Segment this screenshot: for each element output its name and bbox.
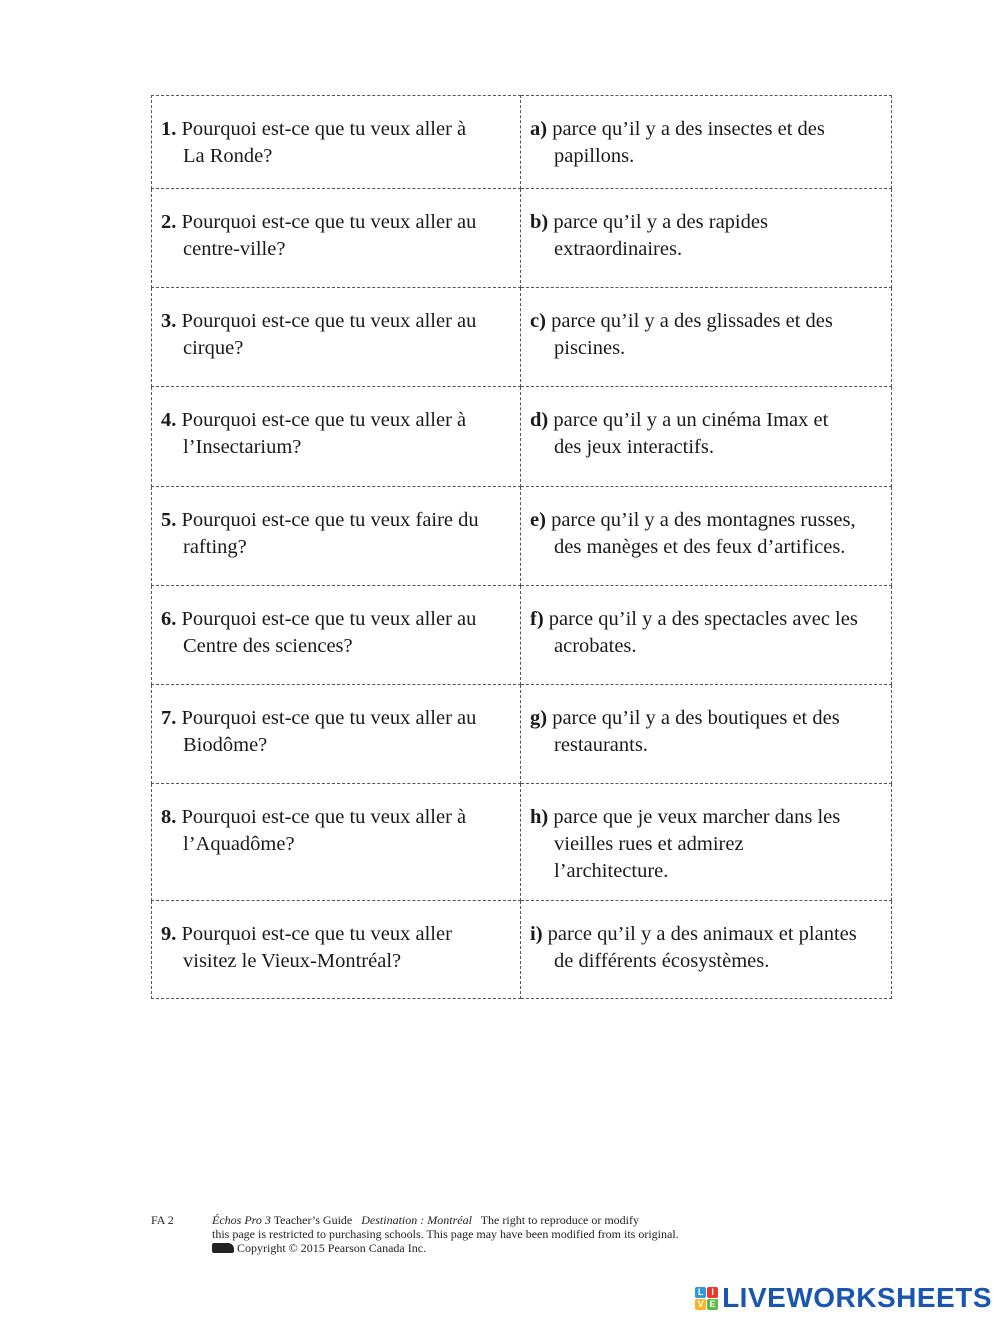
question-text-line-1: Pourquoi est-ce que tu veux aller à xyxy=(181,118,467,140)
question-cell xyxy=(152,487,521,586)
answer-text-line-1: parce que je veux marcher dans les xyxy=(553,806,841,828)
question-text-line-1: Pourquoi est-ce que tu veux aller au xyxy=(181,707,477,729)
question-cell xyxy=(152,288,521,387)
answer-text-line-2: papillons. xyxy=(554,145,635,167)
footer-rights-line-1: The right to reproduce or modify xyxy=(480,1213,640,1227)
question-number: 6. xyxy=(161,608,177,630)
table-row xyxy=(152,784,892,901)
question-cell xyxy=(152,387,521,487)
footer-copyright: Copyright © 2015 Pearson Canada Inc. xyxy=(237,1241,427,1255)
question-number: 2. xyxy=(161,211,177,233)
question-number: 4. xyxy=(161,409,177,431)
answer-text-line-1: parce qu’il y a des animaux et plantes xyxy=(547,923,857,945)
question-number: 7. xyxy=(161,707,177,729)
footer-text xyxy=(212,1213,792,1255)
pearson-logo-icon xyxy=(212,1243,234,1253)
footer-guide: Teacher’s Guide xyxy=(273,1213,353,1227)
question-text-line-2: visitez le Vieux-Montréal? xyxy=(183,950,402,972)
question-text-line-1: Pourquoi est-ce que tu veux aller à xyxy=(181,806,467,828)
table-row xyxy=(152,685,892,784)
footer-rights-line-2: this page is restricted to purchasing schools. This page may have been modified from its original. xyxy=(212,1227,679,1241)
table-row xyxy=(152,288,892,387)
liveworksheets-logo-icon xyxy=(695,1287,718,1310)
answer-letter: e) xyxy=(530,509,546,531)
table-row xyxy=(152,901,892,999)
answer-text-line-2: vieilles rues et admirez xyxy=(554,833,744,855)
answer-text-line-2: restaurants. xyxy=(554,734,648,756)
answer-letter: a) xyxy=(530,118,548,140)
question-cell xyxy=(152,586,521,685)
answer-cell xyxy=(521,901,892,999)
answer-cell xyxy=(521,784,892,901)
table-row xyxy=(152,586,892,685)
table-row xyxy=(152,96,892,189)
question-text-line-2: cirque? xyxy=(183,337,244,359)
question-text-line-1: Pourquoi est-ce que tu veux aller au xyxy=(181,310,477,332)
answer-cell xyxy=(521,288,892,387)
answer-cell xyxy=(521,685,892,784)
question-number: 9. xyxy=(161,923,177,945)
answer-text-line-1: parce qu’il y a des insectes et des xyxy=(552,118,825,140)
answer-text-line-1: parce qu’il y a des montagnes russes, xyxy=(551,509,856,531)
matching-table xyxy=(151,95,892,999)
liveworksheets-brand xyxy=(695,1282,992,1314)
answer-text-line-2: des manèges et des feux d’artifices. xyxy=(554,536,846,558)
logo-square-3: V xyxy=(695,1299,706,1310)
logo-square-2: I xyxy=(707,1287,718,1298)
table-row xyxy=(152,487,892,586)
answer-letter: g) xyxy=(530,707,548,729)
answer-cell xyxy=(521,189,892,288)
question-cell xyxy=(152,901,521,999)
answer-text-line-1: parce qu’il y a un cinéma Imax et xyxy=(553,409,829,431)
question-text-line-2: Centre des sciences? xyxy=(183,635,353,657)
table-row xyxy=(152,189,892,288)
question-text-line-1: Pourquoi est-ce que tu veux aller au xyxy=(181,608,477,630)
question-number: 1. xyxy=(161,118,177,140)
question-cell xyxy=(152,189,521,288)
question-number: 5. xyxy=(161,509,177,531)
answer-cell xyxy=(521,387,892,487)
answer-text-line-2: des jeux interactifs. xyxy=(554,436,714,458)
answer-cell xyxy=(521,586,892,685)
question-cell xyxy=(152,685,521,784)
answer-letter: h) xyxy=(530,806,549,828)
answer-text-line-1: parce qu’il y a des rapides xyxy=(553,211,768,233)
question-text-line-1: Pourquoi est-ce que tu veux aller au xyxy=(181,211,477,233)
question-text-line-2: centre-ville? xyxy=(183,238,286,260)
answer-text-line-1: parce qu’il y a des boutiques et des xyxy=(552,707,840,729)
answer-text-line-2: extraordinaires. xyxy=(554,238,683,260)
answer-text-line-2: piscines. xyxy=(554,337,626,359)
answer-letter: i) xyxy=(530,923,543,945)
answer-text-line-2: de différents écosystèmes. xyxy=(554,950,770,972)
question-text-line-1: Pourquoi est-ce que tu veux faire du xyxy=(181,509,479,531)
question-text-line-2: l’Insectarium? xyxy=(183,436,302,458)
footer-book-title: Échos Pro 3 xyxy=(212,1213,271,1227)
table-row xyxy=(152,387,892,487)
question-cell xyxy=(152,784,521,901)
question-text-line-1: Pourquoi est-ce que tu veux aller xyxy=(181,923,452,945)
question-text-line-2: La Ronde? xyxy=(183,145,273,167)
question-text-line-2: Biodôme? xyxy=(183,734,268,756)
answer-text-line-1: parce qu’il y a des glissades et des xyxy=(551,310,833,332)
question-text-line-2: l’Aquadôme? xyxy=(183,833,295,855)
logo-square-4: E xyxy=(707,1299,718,1310)
answer-text-line-2: acrobates. xyxy=(554,635,637,657)
logo-square-1: L xyxy=(695,1287,706,1298)
answer-text-line-1: parce qu’il y a des spectacles avec les xyxy=(548,608,858,630)
answer-text-line-3: l’architecture. xyxy=(554,860,669,882)
footer-unit: Destination : Montréal xyxy=(361,1213,472,1227)
answer-letter: c) xyxy=(530,310,546,332)
question-number: 3. xyxy=(161,310,177,332)
answer-cell xyxy=(521,96,892,189)
answer-letter: b) xyxy=(530,211,549,233)
answer-letter: f) xyxy=(530,608,544,630)
question-text-line-2: rafting? xyxy=(183,536,247,558)
footer-page-code: FA 2 xyxy=(151,1213,174,1227)
question-text-line-1: Pourquoi est-ce que tu veux aller à xyxy=(181,409,467,431)
answer-letter: d) xyxy=(530,409,549,431)
answer-cell xyxy=(521,487,892,586)
question-cell xyxy=(152,96,521,189)
question-number: 8. xyxy=(161,806,177,828)
liveworksheets-wordmark: LIVEWORKSHEETS xyxy=(722,1282,992,1313)
